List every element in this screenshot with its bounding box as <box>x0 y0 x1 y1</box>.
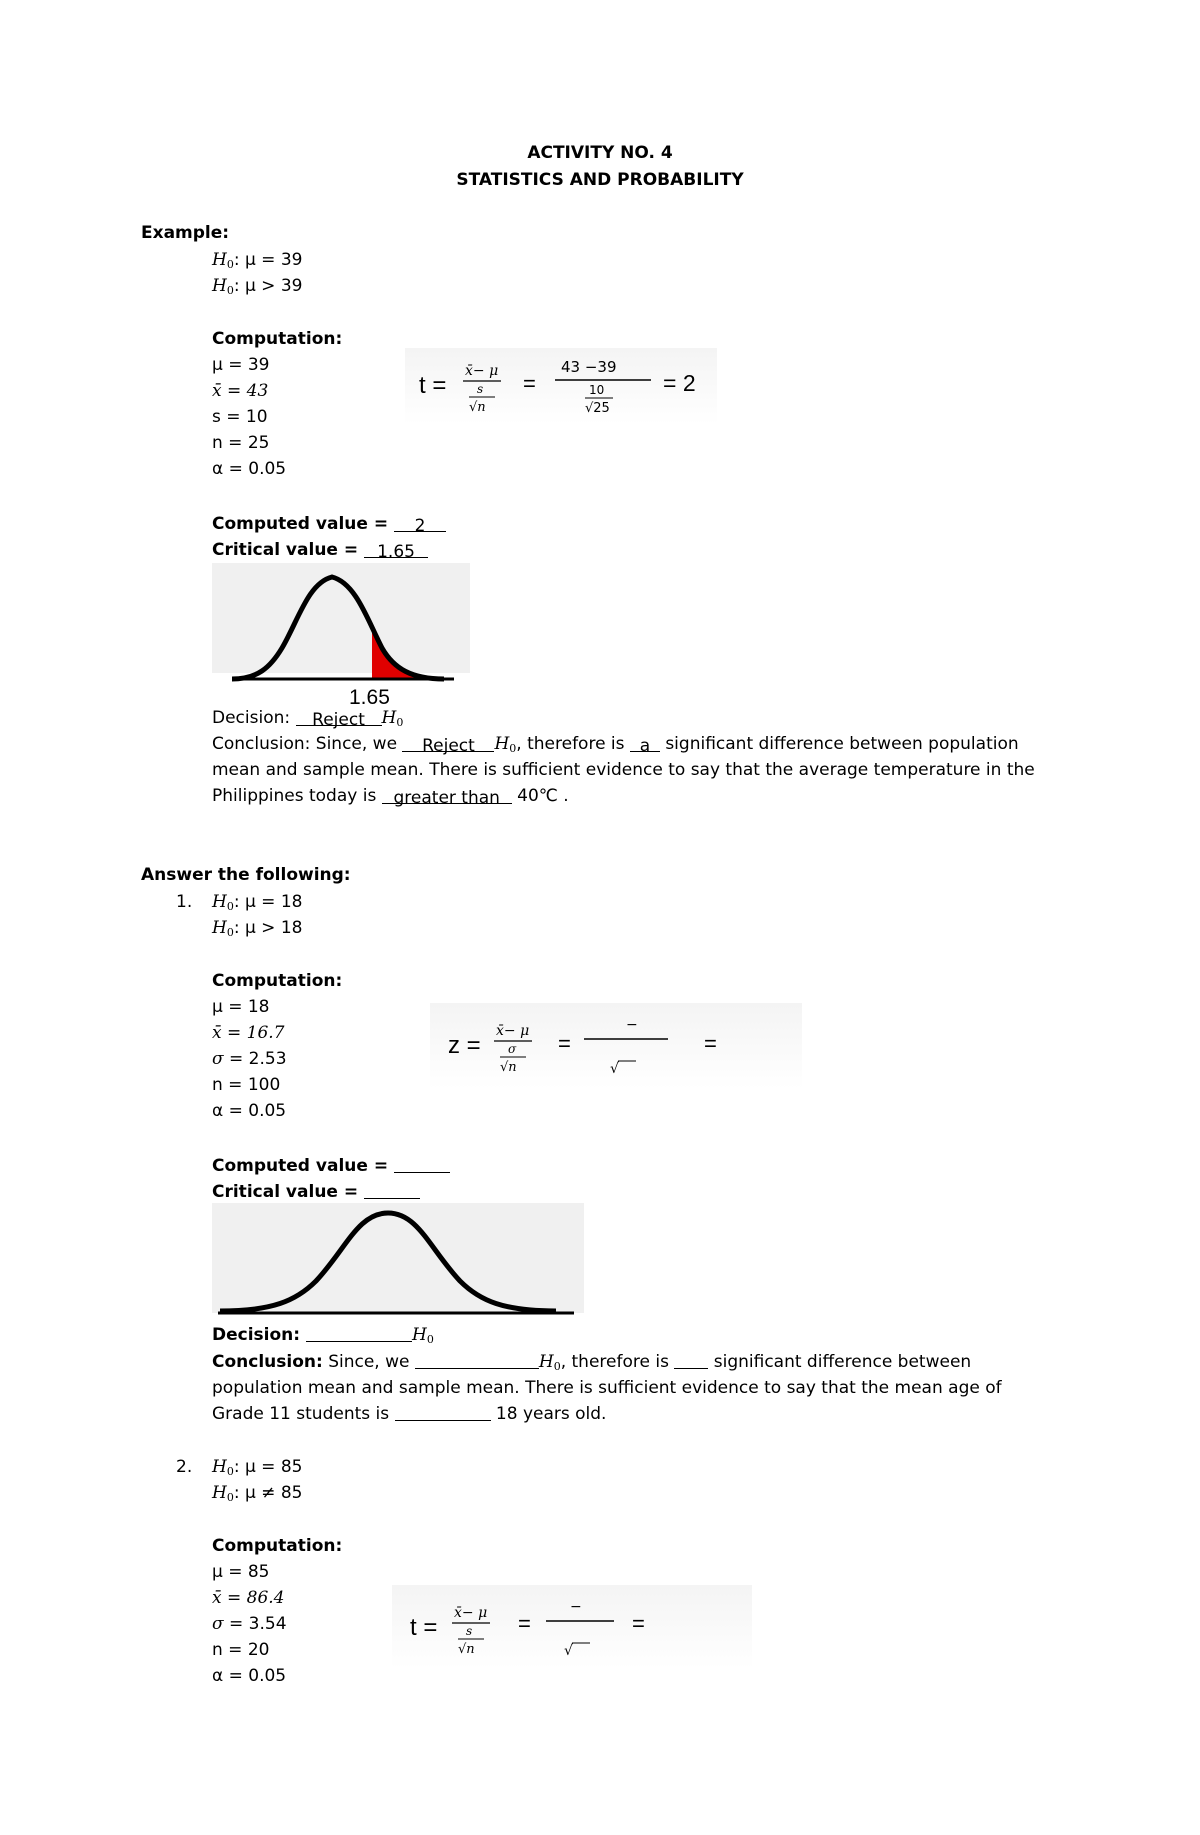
document-subtitle: STATISTICS AND PROBABILITY <box>456 170 744 190</box>
q2-formula-numerator-blank: − <box>570 1599 582 1615</box>
q2-sigma: σ = 3.54 <box>212 1614 287 1634</box>
q1-sigma: σ = 2.53 <box>212 1049 287 1069</box>
formula-den-top-value: 10 <box>589 383 605 397</box>
example-conclusion-line-1: Conclusion: Since, we Reject $H_0$, therefore is a significant difference between population <box>212 734 1019 756</box>
example-computation-label: Computation: <box>212 329 343 349</box>
computed-value-answer: 2 <box>414 516 426 536</box>
example-heading: Example: <box>141 223 230 243</box>
q2-formula-denominator-blank: √ <box>564 1643 573 1659</box>
q1-alpha: α = 0.05 <box>212 1101 287 1121</box>
q2-formula-den-bottom: √n <box>458 1642 475 1657</box>
q1-alt-hypothesis: $H_0$: μ > 18 <box>212 918 303 939</box>
answer-heading: Answer the following: <box>141 865 351 885</box>
q1-computed-value: Computed value = <box>212 1155 450 1177</box>
formula-numerator-values: 43 −39 <box>561 358 617 376</box>
formula-result: = 2 <box>663 370 696 396</box>
q1-formula-result: = <box>704 1031 717 1056</box>
example-formula <box>405 348 717 424</box>
example-normal-curve <box>212 563 472 711</box>
q2-formula-den-top: s <box>466 1624 473 1638</box>
q2-n: n = 20 <box>212 1640 270 1660</box>
q2-xbar: x̄ = 86.4 <box>212 1588 285 1608</box>
q2-number: 2. <box>176 1457 193 1477</box>
q2-formula <box>392 1585 752 1669</box>
q1-conclusion-blank-1[interactable] <box>415 1352 539 1369</box>
q2-formula-numerator: x̄− μ <box>454 1605 488 1621</box>
q1-conclusion-line-2: population mean and sample mean. There is sufficient evidence to say that the mean age of <box>212 1378 1002 1398</box>
example-null-hypothesis: $H_0$: μ = 39 <box>212 250 303 271</box>
example-n: n = 25 <box>212 433 270 453</box>
q1-number: 1. <box>176 892 193 912</box>
example-critical-value: Critical value = 1.65 <box>212 539 428 561</box>
q1-formula-denominator-blank: √ <box>610 1061 619 1077</box>
q1-null-hypothesis: $H_0$: μ = 18 <box>212 892 303 913</box>
q1-formula <box>430 1003 802 1089</box>
q1-n: n = 100 <box>212 1075 281 1095</box>
example-conclusion-line-2: mean and sample mean. There is sufficient evidence to say that the average temperature in the <box>212 760 1035 780</box>
example-alpha: α = 0.05 <box>212 459 287 479</box>
q1-conclusion-line-1: Conclusion: Since, we $H_0$, therefore is significant difference between <box>212 1352 972 1373</box>
q1-decision: Decision: $H_0$ <box>212 1325 434 1346</box>
q1-conclusion-blank-2[interactable] <box>674 1352 708 1369</box>
q2-mu: μ = 85 <box>212 1562 270 1582</box>
document-title: ACTIVITY NO. 4 <box>527 143 673 163</box>
q1-formula-numerator: x̄− μ <box>496 1023 530 1039</box>
q1-computed-value-blank[interactable] <box>394 1156 450 1173</box>
curve-critical-label: 1.65 <box>349 686 390 709</box>
example-s: s = 10 <box>212 407 268 427</box>
example-mu: μ = 39 <box>212 355 270 375</box>
q1-formula-equals: = <box>558 1031 571 1056</box>
q1-formula-den-top: σ <box>508 1042 517 1056</box>
q1-conclusion-line-3: Grade 11 students is 18 years old. <box>212 1404 607 1424</box>
example-xbar: x̄ = 43 <box>212 381 269 401</box>
q2-alt-hypothesis: $H_0$: μ ≠ 85 <box>212 1483 303 1504</box>
q1-formula-den-bottom: √n <box>500 1060 517 1075</box>
formula-numerator: x̄− μ <box>465 363 499 379</box>
q2-formula-result: = <box>632 1611 645 1636</box>
example-decision: Decision: Reject $H_0$ <box>212 708 404 730</box>
q1-mu: μ = 18 <box>212 997 270 1017</box>
q2-formula-equals: = <box>518 1611 531 1636</box>
q2-alpha: α = 0.05 <box>212 1666 287 1686</box>
q1-critical-value: Critical value = <box>212 1181 420 1203</box>
critical-value-answer: 1.65 <box>377 542 415 562</box>
q2-null-hypothesis: $H_0$: μ = 85 <box>212 1457 303 1478</box>
formula-den-bottom-value: √25 <box>585 401 610 416</box>
q1-conclusion-blank-3[interactable] <box>395 1404 491 1421</box>
q1-decision-blank[interactable] <box>306 1325 412 1342</box>
example-alt-hypothesis: $H_0$: μ > 39 <box>212 276 303 297</box>
formula-lhs: t = <box>419 372 447 399</box>
q1-formula-lhs: z = <box>448 1032 481 1059</box>
formula-den-top: s <box>477 382 484 396</box>
decision-answer: Reject <box>312 710 365 730</box>
example-computed-value: Computed value = 2 <box>212 513 446 535</box>
q2-computation-label: Computation: <box>212 1536 343 1556</box>
q1-xbar: x̄ = 16.7 <box>212 1023 285 1043</box>
formula-den-bottom: √n <box>469 400 486 415</box>
example-conclusion-line-3: Philippines today is greater than 40℃ . <box>212 786 569 808</box>
q1-formula-numerator-blank: − <box>626 1017 638 1033</box>
formula-equals: = <box>523 371 536 396</box>
q1-critical-value-blank[interactable] <box>364 1182 420 1199</box>
q1-computation-label: Computation: <box>212 971 343 991</box>
q1-normal-curve <box>212 1203 586 1319</box>
q2-formula-lhs: t = <box>410 1614 438 1641</box>
